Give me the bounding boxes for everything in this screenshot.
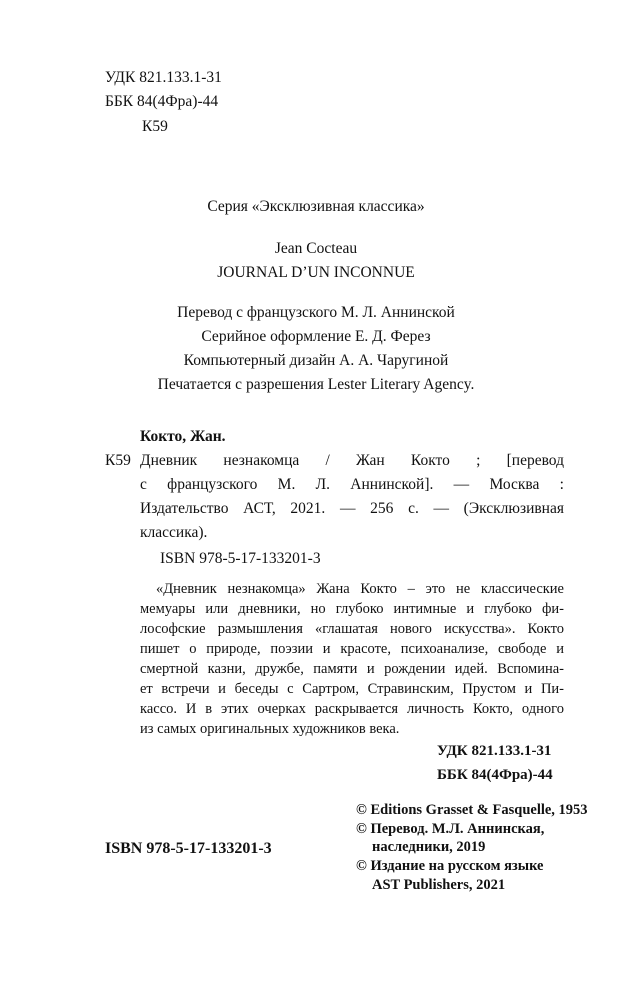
- annotation-line: кассо. И в этих очерках раскрывается личность Кокто, одного: [140, 701, 564, 717]
- annotation-line: мемуары или дневники, но глубоко интимные и глубоко фи-: [140, 601, 564, 617]
- annotation-line: «Дневник незнакомца» Жана Кокто – это не классические: [156, 581, 564, 597]
- series-line: Серия «Эксклюзивная классика»: [207, 198, 425, 215]
- annotation-line: ет встречи и беседы с Сартром, Стравинским, Прустом и Пи-: [140, 681, 564, 697]
- credit-computer-design: Компьютерный дизайн А. А. Чаругиной: [183, 352, 449, 369]
- credit-series-design: Серийное оформление Е. Д. Ферез: [201, 328, 431, 345]
- author-mark-top: К59: [142, 118, 168, 135]
- bbk-code-bottom: ББК 84(4Фра)-44: [437, 767, 553, 783]
- copyright-line: AST Publishers, 2021: [372, 877, 506, 893]
- credit-permission: Печатается с разрешения Lester Literary Agency.: [157, 376, 475, 393]
- catalog-code: К59: [105, 452, 131, 469]
- copyright-line: наследники, 2019: [372, 839, 486, 855]
- original-title: JOURNAL D’UN INCONNUE: [217, 264, 415, 281]
- catalog-isbn: ISBN 978-5-17-133201-3: [160, 550, 321, 567]
- annotation-line: лософские размышления «глашатая нового искусства». Кокто: [140, 621, 564, 637]
- catalog-heading: Кокто, Жан.: [140, 428, 226, 445]
- copyright-line: © Editions Grasset & Fasquelle, 1953: [356, 802, 588, 818]
- catalog-line: Дневник незнакомца / Жан Кокто ; [перевод: [140, 452, 564, 469]
- annotation-line: из самых оригинальных художников века.: [140, 721, 400, 737]
- copyright-line: © Перевод. М.Л. Аннинская,: [356, 821, 545, 837]
- annotation-line: смертной казни, дружбе, памяти и рождении идей. Вспомина-: [140, 661, 564, 677]
- udk-code-bottom: УДК 821.133.1-31: [437, 743, 552, 759]
- isbn-bottom: ISBN 978-5-17-133201-3: [105, 840, 272, 857]
- original-author: Jean Cocteau: [274, 240, 358, 257]
- credit-translation: Перевод с французского М. Л. Аннинской: [177, 304, 455, 321]
- copyright-line: © Издание на русском языке: [356, 858, 544, 874]
- bbk-code-top: ББК 84(4Фра)-44: [105, 93, 219, 110]
- annotation-line: пишет о природе, поэзии и красоте, психоанализе, свободе и: [140, 641, 564, 657]
- catalog-line: классика).: [140, 524, 208, 541]
- udk-code-top: УДК 821.133.1-31: [105, 69, 222, 86]
- catalog-line: с французского М. Л. Аннинской]. — Москва :: [140, 476, 564, 493]
- catalog-line: Издательство АСТ, 2021. — 256 с. — (Эксклюзивная: [140, 500, 564, 517]
